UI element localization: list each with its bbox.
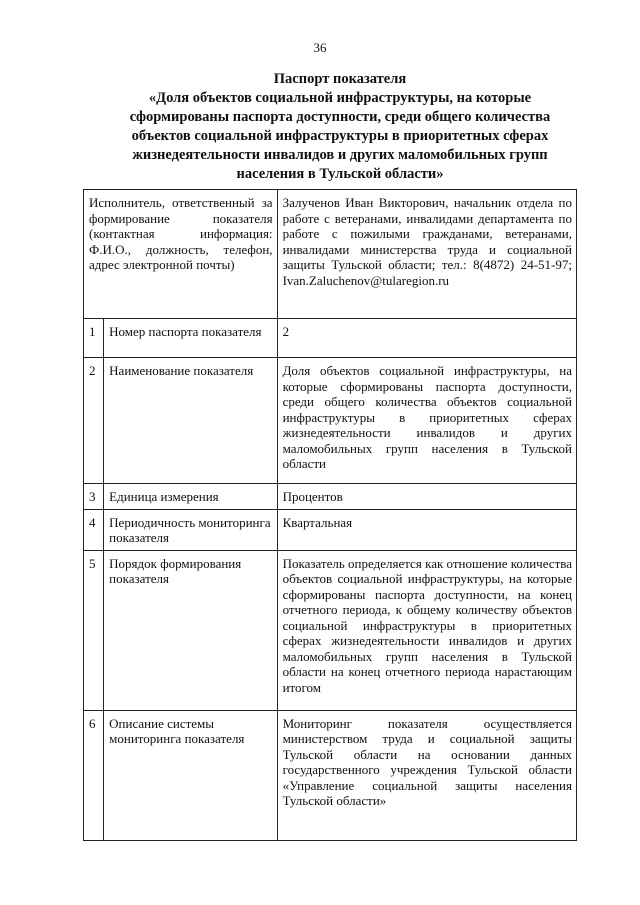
row-value: 2 bbox=[277, 319, 576, 358]
row-value: Показатель определяется как отношение количества объектов социальной инфраструктуры, на которые сформированы паспорта доступности, на конец отчетного периода, к общему количеству объектов социальной инфраструктуры в приоритетных сферах жизнедеятельности инвалидов и других маломобильных групп населения в Тульской области на конец отчетного периода нарастающим итогом bbox=[277, 550, 576, 710]
title-line: населения в Тульской области» bbox=[236, 166, 444, 182]
row-value: Процентов bbox=[277, 484, 576, 510]
table-row bbox=[84, 509, 577, 550]
passport-table bbox=[83, 189, 577, 841]
executor-label: Исполнитель, ответственный за формирование показателя (контактная информация: Ф.И.О., должность, телефон, адрес электронной почты) bbox=[84, 190, 278, 319]
table-row bbox=[84, 710, 577, 840]
executor-value: Залученов Иван Викторович, начальник отдела по работе с ветеранами, инвалидами департамента по работе с пожилыми гражданами, ветеранами, инвалидами министерства труда и социальной защиты Тульской области; тел.: 8(4872) 24-51-97; Ivan.Zaluchenov@tularegion.ru bbox=[277, 190, 576, 319]
table-row bbox=[84, 550, 577, 710]
row-number: 6 bbox=[84, 710, 104, 840]
table-row bbox=[84, 319, 577, 358]
row-label: Единица измерения bbox=[104, 484, 277, 510]
row-value: Доля объектов социальной инфраструктуры, на которые сформированы паспорта доступности, среди общего количества объектов социальной инфраструктуры в приоритетных сферах жизнедеятельности инвалидов и других маломобильных групп населения в Тульской области bbox=[277, 358, 576, 484]
title-line: жизнедеятельности инвалидов и других маломобильных групп bbox=[132, 147, 548, 163]
title-line: объектов социальной инфраструктуры в приоритетных сферах bbox=[131, 128, 549, 144]
row-label: Описание системы мониторинга показателя bbox=[104, 710, 277, 840]
row-number: 1 bbox=[84, 319, 104, 358]
row-number: 5 bbox=[84, 550, 104, 710]
row-label: Порядок формирования показателя bbox=[104, 550, 277, 710]
table-row bbox=[84, 484, 577, 510]
row-number: 2 bbox=[84, 358, 104, 484]
row-value: Мониторинг показателя осуществляется министерством труда и социальной защиты Тульской области на основании данных государственного учреждения Тульской области «Управление социальной защиты населения Тульской области» bbox=[277, 710, 576, 840]
row-value: Квартальная bbox=[277, 509, 576, 550]
row-label: Периодичность мониторинга показателя bbox=[104, 509, 277, 550]
title-line: сформированы паспорта доступности, среди общего количества bbox=[129, 109, 551, 125]
document-title bbox=[100, 70, 580, 184]
row-label: Номер паспорта показателя bbox=[104, 319, 277, 358]
page-number: 36 bbox=[313, 40, 327, 55]
table-row bbox=[84, 358, 577, 484]
title-line: «Доля объектов социальной инфраструктуры, на которые bbox=[148, 90, 532, 106]
row-label: Наименование показателя bbox=[104, 358, 277, 484]
table-row-executor bbox=[84, 190, 577, 319]
row-number: 4 bbox=[84, 509, 104, 550]
row-number: 3 bbox=[84, 484, 104, 510]
title-line: Паспорт показателя bbox=[273, 71, 407, 87]
